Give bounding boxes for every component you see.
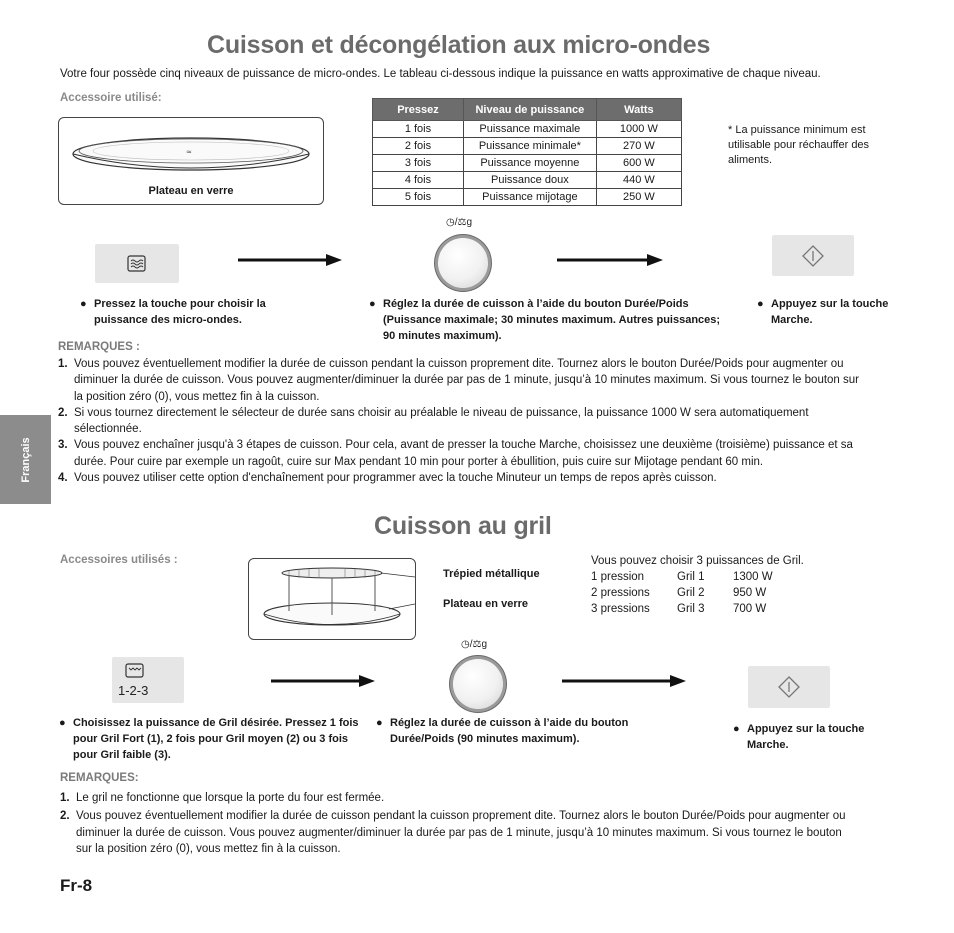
table-row <box>373 189 682 206</box>
weight-icon: ⚖ <box>472 639 482 650</box>
weight-icon: ⚖ <box>457 217 467 228</box>
page-number: Fr-8 <box>60 876 93 895</box>
start-button[interactable] <box>748 666 830 708</box>
table-row <box>591 569 773 585</box>
clock-icon: ◷ <box>446 217 455 228</box>
grill-button[interactable] <box>112 657 184 703</box>
list-item: 2. Si vous tournez directement le sélecteur de durée sans choisir au préalable le niveau de puissance, la puissance 1000 W sera automatiquement sélectionnée. <box>58 406 809 436</box>
remarks-list <box>60 790 860 857</box>
svg-text:≈: ≈ <box>186 148 192 156</box>
microwave-power-button[interactable] <box>95 244 179 283</box>
step-instruction: ● Appuyez sur la touche Marche. <box>757 298 889 326</box>
arrow-icon <box>271 675 375 687</box>
step-instruction: ● Réglez la durée de cuisson à l’aide du bouton Durée/Poids (Puissance maximale; 30 minutes maximum. Autres puissances; 90 minutes maximum). <box>369 298 721 342</box>
table-cell: Puissance moyenne <box>463 155 596 172</box>
table-cell: 1 pression <box>591 571 645 583</box>
plate-label: Plateau en verre <box>443 598 528 610</box>
accessory-label: Accessoires utilisés : <box>60 554 178 566</box>
table-cell: Puissance maximale <box>463 121 596 138</box>
list-item: 4. Vous pouvez utiliser cette option d'enchaînement pour programmer avec la touche Minuteur un temps de repos après cuisson. <box>58 472 717 485</box>
table-cell: Gril 3 <box>677 603 705 615</box>
section-title-grill: Cuisson au gril <box>374 512 552 540</box>
table-cell: 3 pressions <box>591 603 650 615</box>
table-cell: 700 W <box>733 603 767 615</box>
table-cell: Gril 2 <box>677 587 705 599</box>
remarks-title: REMARQUES: <box>60 772 139 784</box>
glass-plate-illustration <box>58 117 324 205</box>
table-cell: 250 W <box>596 189 681 206</box>
rack-plate-illustration <box>248 558 416 640</box>
rack-and-plate-icon <box>249 559 415 639</box>
table-cell: 2 pressions <box>591 587 650 599</box>
time-weight-dial[interactable] <box>438 238 488 288</box>
table-cell: Puissance minimale* <box>463 138 596 155</box>
step-instruction: ● Choisissez la puissance de Gril désirée. Pressez 1 fois pour Gril Fort (1), 2 fois pour Gril moyen (2) ou 3 fois pour Gril faible (3). <box>59 717 359 761</box>
grill-button-label: 1-2-3 <box>118 683 149 698</box>
knob-label: ◷/⚖g <box>461 639 488 650</box>
footnote: * La puissance minimum est utilisable pour réchauffer des aliments. <box>728 124 870 166</box>
arrow-icon <box>238 254 342 266</box>
language-tab: Français <box>0 415 51 504</box>
list-item: 3. Vous pouvez enchaîner jusqu'à 3 étapes de cuisson. Pour cela, avant de presser la touche Marche, choisissez une deuxième (troisième) puissance et sa durée. Pour cuire par exemple un ragoût, cuire sur Max pendant 10 min pour porter à ébullition, puis cuire sur Mijotage pendant 60 min. <box>58 439 853 468</box>
table-cell: 950 W <box>733 587 767 599</box>
list-item: 2. Vous pouvez éventuellement modifier la durée de cuisson pendant la cuisson proprement dite. Tournez alors le bouton Durée/Poids pour augmenter ou diminuer la durée de cuisson. Vous pouvez augmenter/diminuer la durée par pas de 1 minute, jusqu’à 10 minutes maximum. Si vous tournez le bouton sur la position zéro (0), vous mettez fin à la cuisson. <box>60 810 846 855</box>
grill-icon <box>125 663 145 679</box>
start-icon <box>778 676 800 698</box>
step-instruction: ● Réglez la durée de cuisson à l’aide du bouton Durée/Poids (90 minutes maximum). <box>376 717 629 745</box>
step-instruction: ● Appuyez sur la touche Marche. <box>733 723 865 751</box>
table-row <box>591 601 773 617</box>
table-header: Pressez <box>373 99 464 121</box>
table-cell: 3 fois <box>373 155 464 172</box>
table-cell: 600 W <box>596 155 681 172</box>
table-cell: 1 fois <box>373 121 464 138</box>
table-header: Niveau de puissance <box>463 99 596 121</box>
table-cell: Gril 1 <box>677 571 705 583</box>
microwave-icon <box>127 255 147 273</box>
table-cell: 1300 W <box>733 571 773 583</box>
time-weight-dial[interactable] <box>453 659 503 709</box>
power-level-table <box>372 98 682 206</box>
rack-label: Trépied métallique <box>443 568 540 580</box>
table-cell: 440 W <box>596 172 681 189</box>
arrow-icon <box>562 675 686 687</box>
remarks-list <box>58 356 868 486</box>
list-item: 1. Le gril ne fonctionne que lorsque la porte du four est fermée. <box>60 792 385 804</box>
table-row <box>591 585 773 601</box>
list-item: 1. Vous pouvez éventuellement modifier la durée de cuisson pendant la cuisson proprement dite. Tournez alors le bouton Durée/Poids pour augmenter ou diminuer la durée de cuisson. Vous pouvez augmenter/diminuer la durée par pas de 1 minute, jusqu’à 10 minutes maximum. Si vous tournez le bouton sur la position zéro (0), vous mettez fin à la cuisson. <box>58 358 859 403</box>
remarks-title: REMARQUES : <box>58 341 140 353</box>
table-cell: Puissance mijotage <box>463 189 596 206</box>
start-icon <box>802 245 824 267</box>
table-row <box>373 121 682 138</box>
table-cell: 1000 W <box>596 121 681 138</box>
section-title-microwave: Cuisson et décongélation aux micro-ondes <box>207 31 711 59</box>
grill-power-table <box>591 569 773 617</box>
table-cell: 2 fois <box>373 138 464 155</box>
table-cell: 270 W <box>596 138 681 155</box>
table-cell: 5 fois <box>373 189 464 206</box>
intro-text: Votre four possède cinq niveaux de puissance de micro-ondes. Le tableau ci-dessous indique la puissance en watts approximative de chaque niveau. <box>60 68 821 80</box>
table-cell: 4 fois <box>373 172 464 189</box>
accessory-label: Accessoire utilisé: <box>60 92 162 104</box>
knob-label: ◷/⚖g <box>446 217 473 228</box>
plate-caption: Plateau en verre <box>148 185 234 197</box>
step-instruction: ● Pressez la touche pour choisir la puissance des micro-ondes. <box>80 298 266 326</box>
table-row <box>373 172 682 189</box>
glass-plate-icon <box>59 124 323 184</box>
clock-icon: ◷ <box>461 639 470 650</box>
table-row <box>373 155 682 172</box>
table-header: Watts <box>596 99 681 121</box>
grill-intro: Vous pouvez choisir 3 puissances de Gril. <box>591 555 804 567</box>
table-cell: Puissance doux <box>463 172 596 189</box>
table-row <box>373 138 682 155</box>
arrow-icon <box>557 254 663 266</box>
start-button[interactable] <box>772 235 854 276</box>
